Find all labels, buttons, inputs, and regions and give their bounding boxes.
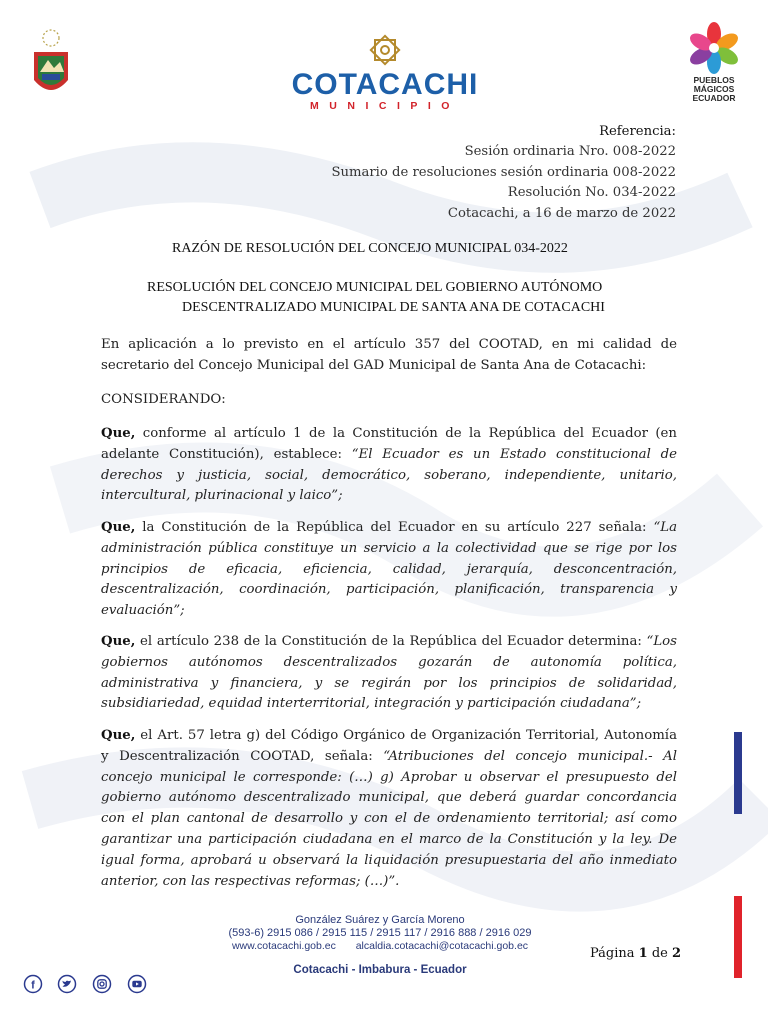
footer-web-email <box>210 940 550 952</box>
facebook-icon[interactable] <box>23 974 43 994</box>
considerando-paragraph-3 <box>101 632 677 715</box>
instagram-icon[interactable] <box>92 974 112 994</box>
footer-address: González Suárez y García Moreno <box>295 914 465 926</box>
que-label: Que, <box>101 426 136 441</box>
page-of: de <box>651 946 668 961</box>
footer-web-link[interactable]: www.cotacachi.gob.ec <box>231 940 336 952</box>
page-label: Página <box>590 946 635 961</box>
paragraph-text: el Art. 57 letra g) del Código Orgánico de Organización Territorial, Autonomía y Descentralización COOTAD, señala: <box>101 728 677 764</box>
paragraph-text: conforme al artículo 1 de la Constitución de la República del Ecuador (en adelante Constitución), establece: <box>101 426 677 462</box>
resolution-heading-line-2: DESCENTRALIZADO MUNICIPAL DE SANTA ANA DE COTACACHI <box>182 300 605 315</box>
footer-email-link[interactable]: alcaldia.cotacachi@cotacachi.gob.ec <box>355 940 529 952</box>
flower-icon <box>683 22 745 74</box>
considerando-paragraph-2 <box>101 518 677 622</box>
reference-date: Cotacachi, a 16 de marzo de 2022 <box>447 205 676 221</box>
paragraph-text: el artículo 238 de la Constitución de la República del Ecuador determina: <box>135 634 647 649</box>
youtube-icon[interactable] <box>127 974 147 994</box>
reference-session: Sesión ordinaria Nro. 008-2022 <box>464 144 676 160</box>
badge-line-3: ECUADOR <box>692 93 736 103</box>
paragraph-quote: “La administración pública constituye un servicio a la colectividad que se rige por los principios de eficacia, eficiencia, calidad, jerarquía, desconcentración, descentralización, coordinación, participación, planificación, transparencia y evaluación”; <box>101 520 677 619</box>
reference-title: Referencia: <box>599 124 676 139</box>
badge-line-2: MÁGICOS <box>693 84 735 94</box>
document-title: RAZÓN DE RESOLUCIÓN DEL CONCEJO MUNICIPAL 034-2022 <box>172 241 568 256</box>
paragraph-quote: “El Ecuador es un Estado constitucional de derechos y justicia, social, democrático, soberano, independiente, unitario, intercultural, plurinacional y laico”; <box>101 446 677 504</box>
twitter-icon[interactable] <box>57 974 77 994</box>
que-label: Que, <box>101 634 136 649</box>
considerando-paragraph-1 <box>101 424 677 507</box>
star-emblem-icon <box>365 30 405 70</box>
paragraph-quote: “Los gobiernos autónomos descentralizados gozarán de autonomía política, administrativa y financiera, y se regirán por los principios de solidaridad, subsidiariedad, equidad interterritorial, integración y participación ciudadana”; <box>101 634 677 712</box>
reference-resolution: Resolución No. 034-2022 <box>507 185 676 201</box>
page-current: 1 <box>638 946 648 961</box>
municipal-crest-icon <box>30 28 72 100</box>
page-number <box>590 946 681 961</box>
paragraph-text: la Constitución de la República del Ecuador en su artículo 227 señala: <box>135 520 654 535</box>
que-label: Que, <box>101 520 136 535</box>
considerando-paragraph-4 <box>101 726 677 892</box>
pueblos-magicos-badge <box>683 22 745 104</box>
reference-summary: Sumario de resoluciones sesión ordinaria 008-2022 <box>331 164 676 180</box>
paragraph-quote: “Atribuciones del concejo municipal.- Al concejo municipal le corresponde: (…) g) Aprobar u observar el presupuesto del gobierno autónomo descentralizado municipal, que deberá guardar concordancia con el plan cantonal de desarrollo y con el de ordenamiento territorial; así como garantizar una participación ciudadana en el marco de la Constitución y la ley. De igual forma, aprobará u observará la liquidación presupuestaria del año inmediato anterior, con las respectivas reformas; (…)”. <box>101 748 677 889</box>
que-label: Que, <box>101 728 136 743</box>
page-total: 2 <box>672 946 682 961</box>
logo-subtitle: MUNICIPIO <box>310 100 460 112</box>
intro-paragraph: En aplicación a lo previsto en el artículo 357 del COOTAD, en mi calidad de secretario del Concejo Municipal del GAD Municipal de Santa Ana de Cotacachi: <box>101 337 677 373</box>
considerando-heading: CONSIDERANDO: <box>101 392 226 407</box>
blue-side-bar <box>734 732 742 814</box>
resolution-heading-line-1: RESOLUCIÓN DEL CONCEJO MUNICIPAL DEL GOBIERNO AUTÓNOMO <box>147 280 603 295</box>
footer-contact <box>210 914 550 976</box>
footer-phones: (593-6) 2915 086 / 2915 115 / 2915 117 / 2916 888 / 2916 029 <box>228 927 532 939</box>
reference-block <box>331 122 676 224</box>
red-side-bar <box>734 896 742 978</box>
badge-line-1: PUEBLOS <box>693 75 735 85</box>
logo-brand-text: COTACACHI <box>291 68 479 101</box>
footer-location: Cotacachi - Imbabura - Ecuador <box>293 964 467 976</box>
svg-text:f: f <box>31 979 35 992</box>
cotacachi-logo <box>285 30 485 114</box>
